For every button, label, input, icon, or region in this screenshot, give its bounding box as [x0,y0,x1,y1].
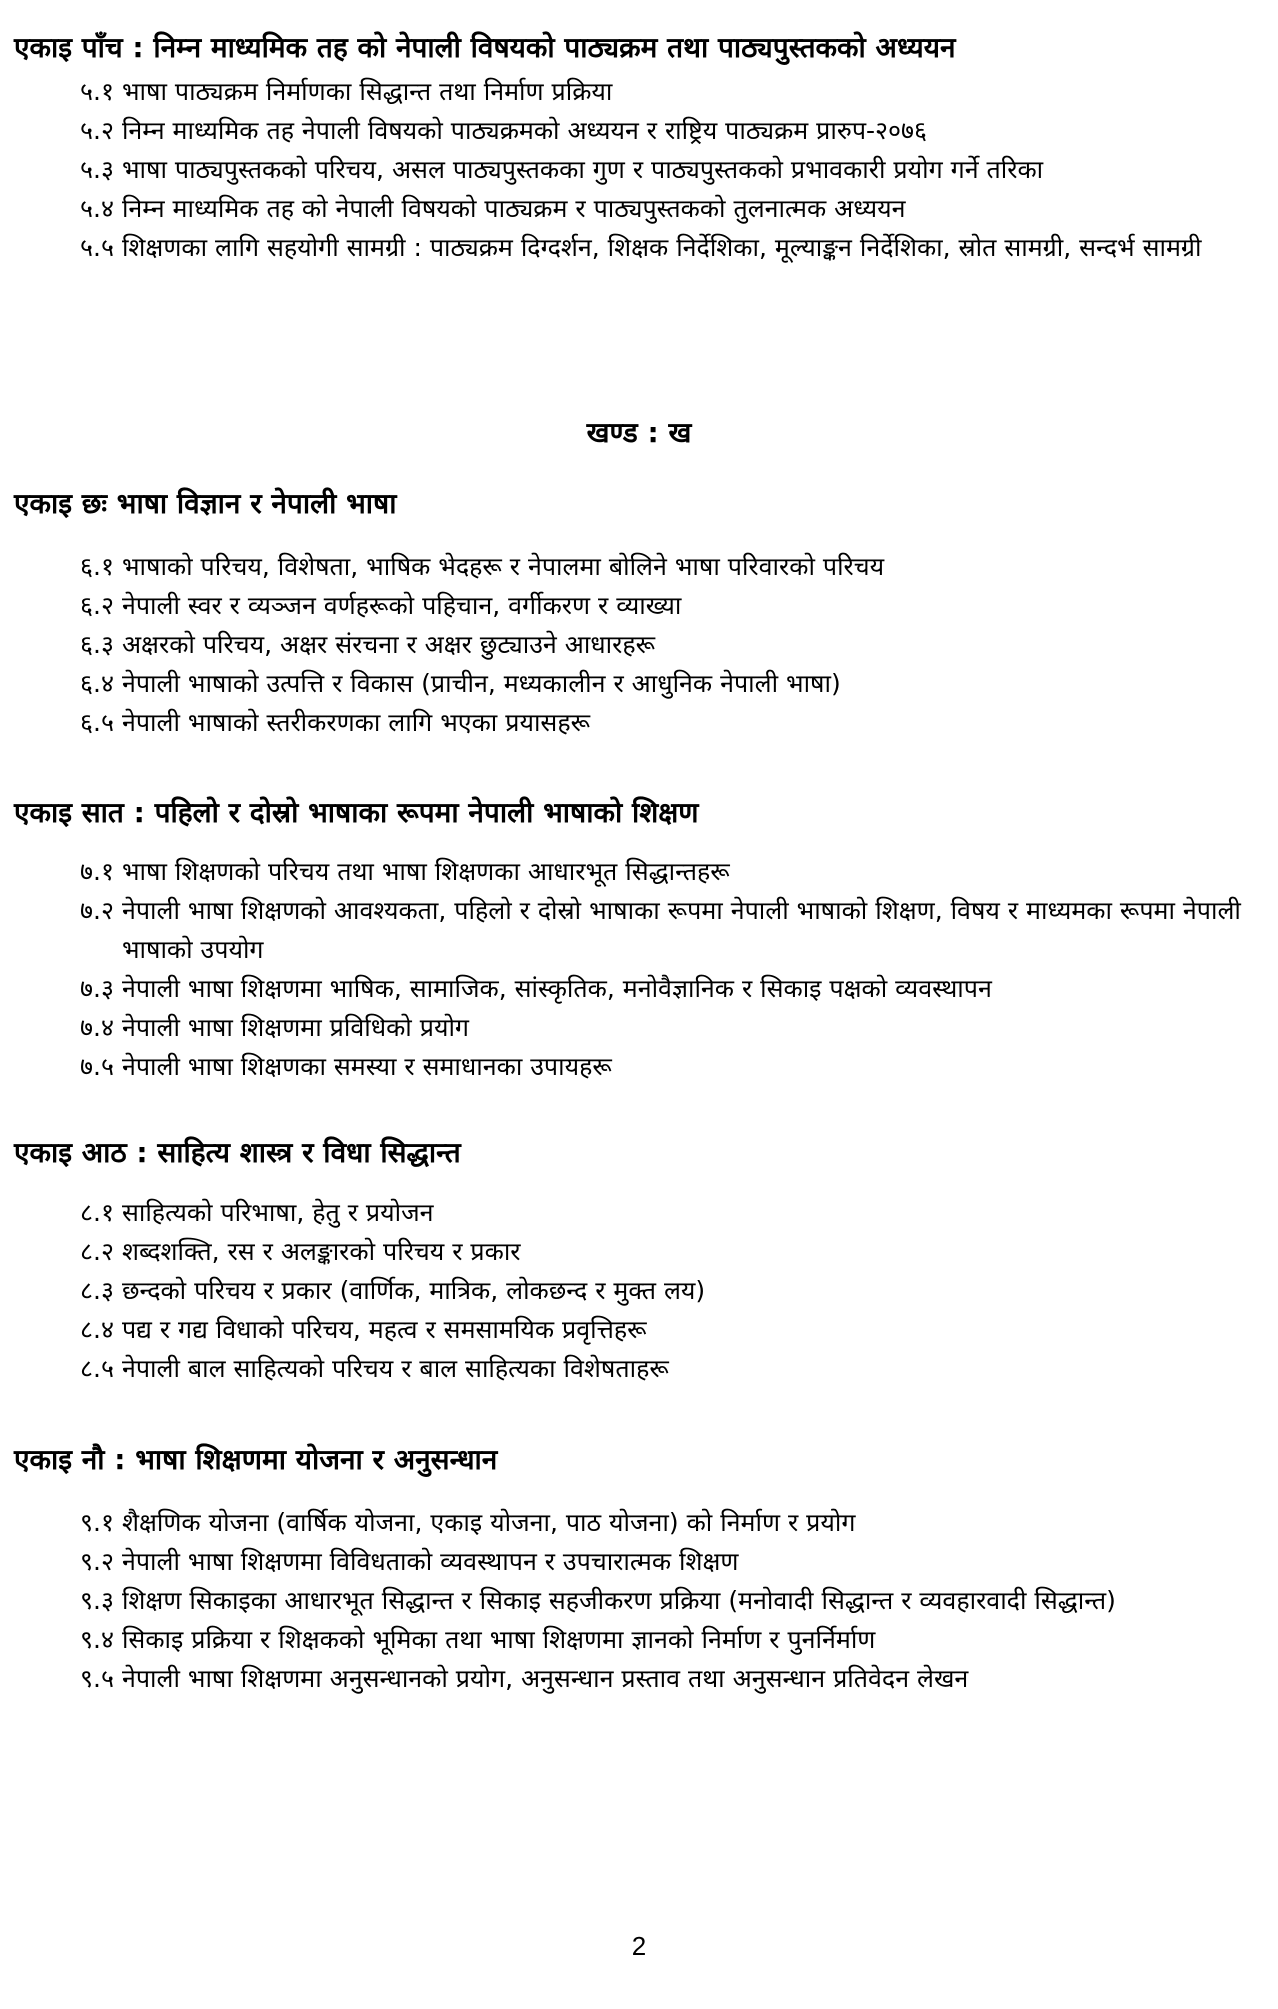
item-number: ६.५ [80,708,114,737]
list-item [80,228,1265,267]
item-number: ७.१ [80,857,114,886]
item-text: भाषा शिक्षणको परिचय तथा भाषा शिक्षणका आधारभूत सिद्धान्तहरू [121,857,730,886]
item-number: ९.४ [80,1625,114,1654]
list-item [80,1008,1265,1047]
item-number: ९.५ [80,1664,114,1693]
item-number: ५.१ [80,77,114,106]
list-item [80,150,1265,189]
item-text: शिक्षणका लागि सहयोगी सामग्री : पाठ्यक्रम दिग्दर्शन, शिक्षक निर्देशिका, मूल्याङ्कन निर्देशिका, स्रोत सामग्री, सन्दर्भ सामग्री [121,233,1202,262]
unit-8-list [80,1193,1265,1388]
item-number: ६.१ [80,552,114,581]
list-item [80,1581,1265,1620]
list-item [80,1310,1265,1349]
unit-7-list [80,852,1265,1086]
list-item [80,1620,1265,1659]
item-text: भाषाको परिचय, विशेषता, भाषिक भेदहरू र नेपालमा बोलिने भाषा परिवारको परिचय [121,552,885,581]
item-number: ७.४ [80,1013,114,1042]
item-text: शब्दशक्ति, रस र अलङ्कारको परिचय र प्रकार [121,1237,521,1266]
item-number: ७.५ [80,1052,114,1081]
item-number: ५.३ [80,155,114,184]
item-number: ८.२ [80,1237,114,1266]
item-text: नेपाली भाषा शिक्षणमा भाषिक, सामाजिक, सांस्कृतिक, मनोवैज्ञानिक र सिकाइ पक्षको व्यवस्थापन [121,974,992,1003]
item-text: नेपाली बाल साहित्यको परिचय र बाल साहित्यका विशेषताहरू [121,1354,669,1383]
list-item [80,111,1265,150]
list-item [80,1503,1265,1542]
item-number: ८.५ [80,1354,114,1383]
list-item [80,1659,1265,1698]
item-text: शैक्षणिक योजना (वार्षिक योजना, एकाइ योजना, पाठ योजना) को निर्माण र प्रयोग [121,1508,856,1537]
item-text: नेपाली भाषा शिक्षणका समस्या र समाधानका उपायहरू [121,1052,612,1081]
item-text: निम्न माध्यमिक तह को नेपाली विषयको पाठ्यक्रम र पाठ्यपुस्तकको तुलनात्मक अध्ययन [121,194,906,223]
item-text: भाषा पाठ्यपुस्तकको परिचय, असल पाठ्यपुस्तकका गुण र पाठ्यपुस्तकको प्रभावकारी प्रयोग गर्ने तरिका [121,155,1044,184]
unit-8-heading: एकाइ आठ : साहित्य शास्त्र र विधा सिद्धान्त [14,1136,461,1169]
list-item [80,1232,1265,1271]
item-text: निम्न माध्यमिक तह नेपाली विषयको पाठ्यक्रमको अध्ययन र राष्ट्रिय पाठ्यक्रम प्रारुप-२०७६ [121,116,928,145]
unit-6-heading: एकाइ छः भाषा विज्ञान र नेपाली भाषा [14,487,397,520]
item-number: ९.२ [80,1547,114,1576]
unit-7-heading: एकाइ सात : पहिलो र दोस्रो भाषाका रूपमा नेपाली भाषाको शिक्षण [14,796,699,829]
list-item [80,891,1265,969]
list-item [80,72,1265,111]
item-number: ६.४ [80,669,114,698]
item-text: शिक्षण सिकाइका आधारभूत सिद्धान्त र सिकाइ सहजीकरण प्रक्रिया (मनोवादी सिद्धान्त र व्यवहारवादी सिद्धान्त) [121,1586,1116,1615]
item-text: भाषा पाठ्यक्रम निर्माणका सिद्धान्त तथा निर्माण प्रक्रिया [121,77,613,106]
item-number: ८.४ [80,1315,114,1344]
list-item [80,1271,1265,1310]
list-item [80,703,1265,742]
page-number: 2 [631,1931,647,1961]
list-item [80,664,1265,703]
item-number: ९.१ [80,1508,114,1537]
list-item [80,189,1265,228]
item-text: अक्षरको परिचय, अक्षर संरचना र अक्षर छुट्याउने आधारहरू [121,630,656,659]
item-number: ६.२ [80,591,114,620]
item-number: ९.३ [80,1586,114,1615]
item-number: ७.३ [80,974,114,1003]
item-text: सिकाइ प्रक्रिया र शिक्षकको भूमिका तथा भाषा शिक्षणमा ज्ञानको निर्माण र पुनर्निर्माण [121,1625,876,1654]
list-item [80,1193,1265,1232]
list-item [80,625,1265,664]
item-number: ५.५ [80,233,114,262]
unit-5-list [80,72,1265,267]
unit-9-heading: एकाइ नौ : भाषा शिक्षणमा योजना र अनुसन्धान [14,1443,498,1476]
item-number: ७.२ [80,896,114,925]
item-text: नेपाली भाषा शिक्षणमा अनुसन्धानको प्रयोग, अनुसन्धान प्रस्ताव तथा अनुसन्धान प्रतिवेदन लेखन [121,1664,969,1693]
item-number: ८.१ [80,1198,114,1227]
unit-9-list [80,1503,1265,1698]
list-item [80,547,1265,586]
item-number: ६.३ [80,630,114,659]
item-text: नेपाली स्वर र व्यञ्जन वर्णहरूको पहिचान, वर्गीकरण र व्याख्या [121,591,682,620]
item-number: ५.४ [80,194,114,223]
unit-6-list [80,547,1265,742]
item-text: नेपाली भाषा शिक्षणमा प्रविधिको प्रयोग [121,1013,469,1042]
unit-5-heading: एकाइ पाँच : निम्न माध्यमिक तह को नेपाली विषयको पाठ्यक्रम तथा पाठ्यपुस्तकको अध्ययन [14,31,956,64]
item-text: नेपाली भाषाको उत्पत्ति र विकास (प्राचीन, मध्यकालीन र आधुनिक नेपाली भाषा) [121,669,841,698]
item-text: नेपाली भाषाको स्तरीकरणका लागि भएका प्रयासहरू [121,708,591,737]
list-item [80,1542,1265,1581]
list-item [80,969,1265,1008]
list-item [80,1349,1265,1388]
list-item [80,1047,1265,1086]
item-number: ८.३ [80,1276,114,1305]
section-title: खण्ड : ख [586,416,692,449]
list-item [80,586,1265,625]
item-text: साहित्यको परिभाषा, हेतु र प्रयोजन [121,1198,434,1227]
item-number: ५.२ [80,116,114,145]
item-text: छन्दको परिचय र प्रकार (वार्णिक, मात्रिक, लोकछन्द र मुक्त लय) [121,1276,706,1305]
item-text: नेपाली भाषा शिक्षणको आवश्यकता, पहिलो र दोस्रो भाषाका रूपमा नेपाली भाषाको शिक्षण, विषय र माध्यमका रूपमा नेपाली भाषाको उपयोग [121,896,1241,964]
list-item [80,852,1265,891]
item-text: नेपाली भाषा शिक्षणमा विविधताको व्यवस्थापन र उपचारात्मक शिक्षण [121,1547,739,1576]
item-text: पद्य र गद्य विधाको परिचय, महत्व र समसामयिक प्रवृत्तिहरू [121,1315,647,1344]
